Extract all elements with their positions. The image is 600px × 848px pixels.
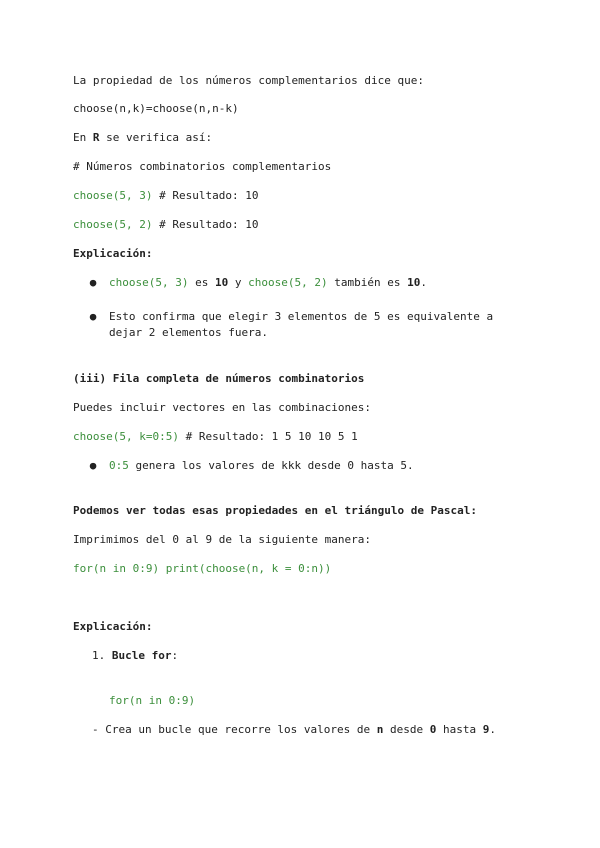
dash-t1: Crea un bucle que recorre los valores de bbox=[98, 723, 377, 736]
formula-text: choose(n,k)=choose(n,n-k) bbox=[73, 102, 239, 115]
b1-t3: también es bbox=[327, 276, 408, 289]
dash-t2: desde bbox=[383, 723, 430, 736]
b3-code: 0:5 bbox=[109, 459, 129, 472]
code-line-1 bbox=[73, 189, 258, 203]
dash-zero: 0 bbox=[429, 723, 437, 736]
code1-comment: # Resultado: 10 bbox=[152, 189, 259, 202]
code2-comment: # Resultado: 10 bbox=[152, 218, 259, 231]
item1-label: Bucle bbox=[111, 649, 152, 662]
verify-pre: En bbox=[73, 131, 93, 144]
code3-call: choose(5, k=0:5) bbox=[73, 430, 179, 443]
code2-call: choose(5, 2) bbox=[73, 218, 153, 231]
b1-t1: es bbox=[188, 276, 215, 289]
item1-for: for bbox=[151, 649, 172, 662]
b1-v1: 10 bbox=[214, 276, 229, 289]
b1-t4: . bbox=[420, 276, 427, 289]
bullet-item-1 bbox=[109, 276, 427, 290]
explicacion-heading-2: Explicación: bbox=[73, 620, 153, 633]
intro-text: La propiedad de los números complementarios dice que: bbox=[73, 74, 424, 87]
dash-nine: 9 bbox=[482, 723, 490, 736]
dash-t3: hasta bbox=[436, 723, 483, 736]
print-intro-text: Imprimimos del 0 al 9 de la siguiente manera: bbox=[73, 533, 372, 546]
pascal-heading: Podemos ver todas esas propiedades en el triángulo de Pascal: bbox=[73, 504, 477, 517]
bullet-icon: ● bbox=[89, 276, 97, 289]
bullet-item-2-line-1: Esto confirma que elegir 3 elementos de 5 es equivalente a bbox=[109, 310, 494, 323]
code-line-4: for(n in 0:9) print(choose(n, k = 0:n)) bbox=[73, 562, 332, 575]
bullet-item-2-line-2: dejar 2 elementos fuera. bbox=[109, 326, 268, 339]
dash-t4: . bbox=[489, 723, 496, 736]
bullet-item-3 bbox=[109, 459, 414, 473]
code3-comment: # Resultado: 1 5 10 10 5 1 bbox=[178, 430, 358, 443]
b1-v2: 10 bbox=[407, 276, 421, 289]
section-heading-iii: (iii) Fila completa de números combinatorios bbox=[73, 372, 365, 385]
verify-r: R bbox=[92, 131, 100, 144]
code1-call: choose(5, 3) bbox=[73, 189, 153, 202]
item1-num: 1. bbox=[92, 649, 106, 662]
item1-colon: : bbox=[171, 649, 179, 662]
list-item-1 bbox=[92, 649, 178, 663]
code-line-2 bbox=[73, 218, 258, 232]
dash-item bbox=[92, 723, 496, 737]
bullet-icon: ● bbox=[89, 459, 97, 472]
explicacion-heading-1: Explicación: bbox=[73, 247, 153, 260]
b1-code2: choose(5, 2) bbox=[248, 276, 328, 289]
b3-text: genera los valores de kkk desde 0 hasta 5. bbox=[128, 459, 414, 472]
verify-post: se verifica así: bbox=[99, 131, 213, 144]
b1-code1: choose(5, 3) bbox=[109, 276, 189, 289]
code-line-5: for(n in 0:9) bbox=[109, 694, 196, 707]
comment-text: # Números combinatorios complementarios bbox=[73, 160, 332, 173]
code-line-3 bbox=[73, 430, 358, 444]
dash-mark: - bbox=[92, 723, 99, 736]
verify-text bbox=[73, 131, 212, 145]
b1-t2: y bbox=[228, 276, 249, 289]
vectors-text: Puedes incluir vectores en las combinaciones: bbox=[73, 401, 372, 414]
bullet-icon: ● bbox=[89, 310, 97, 323]
dash-n: n bbox=[376, 723, 384, 736]
